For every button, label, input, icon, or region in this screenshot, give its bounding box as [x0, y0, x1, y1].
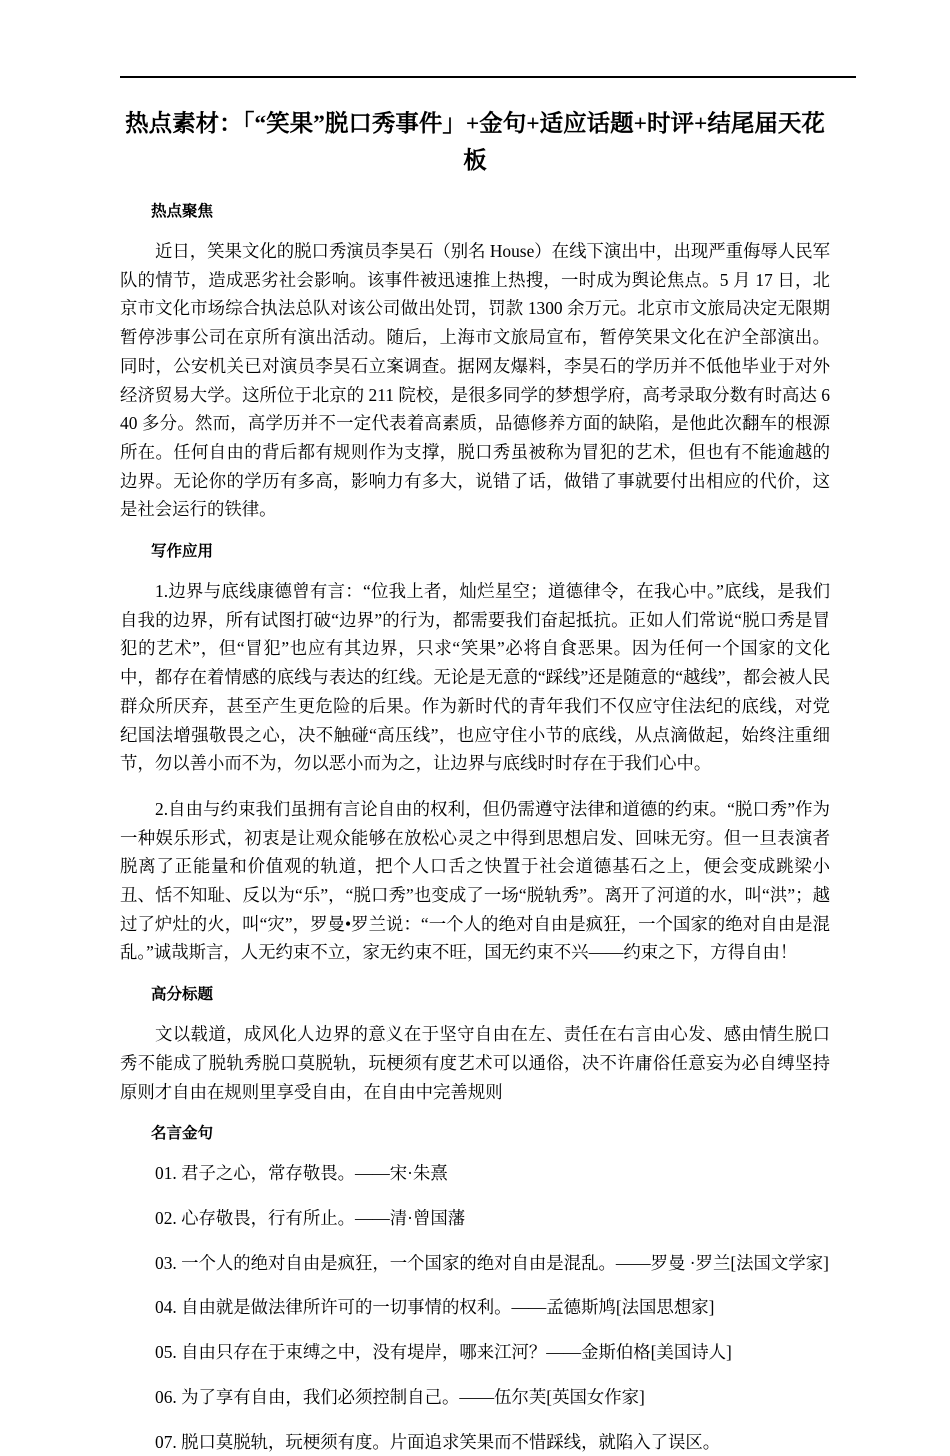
section-heading-hot-focus: 热点聚焦: [120, 201, 830, 223]
list-item: 05. 自由只存在于束缚之中，没有堤岸，哪来江河？——金斯伯格[美国诗人]: [120, 1338, 830, 1367]
spacer: [120, 1188, 830, 1204]
spacer: [120, 563, 830, 577]
list-item: 04. 自由就是做法律所许可的一切事情的权利。——孟德斯鸠[法国思想家]: [120, 1293, 830, 1322]
section-heading-writing-application: 写作应用: [120, 541, 830, 563]
spacer: [120, 1006, 830, 1020]
spacer: [120, 1106, 830, 1123]
spacer: [120, 180, 830, 201]
list-item: 06. 为了享有自由，我们必须控制自己。——伍尔芙[英国女作家]: [120, 1383, 830, 1412]
paragraph-high-score-titles: 文以载道，成风化人边界的意义在于坚守自由在左、责任在右言由心发、感由情生脱口秀不能成了脱轨秀脱口莫脱轨，玩梗须有度艺术可以通俗，决不许庸俗任意妄为必自缚坚持原则才自由在规则里享受自由，在自由中完善规则: [120, 1020, 830, 1106]
spacer: [120, 524, 830, 541]
spacer: [120, 1145, 830, 1159]
spacer: [120, 1367, 830, 1383]
spacer: [120, 1412, 830, 1428]
spacer: [120, 967, 830, 984]
list-item: 01. 君子之心，常存敬畏。——宋·朱熹: [120, 1159, 830, 1188]
spacer: [120, 1322, 830, 1338]
page-title: 热点素材：「“笑果”脱口秀事件」+金句+适应话题+时评+结尾届天花板: [120, 0, 830, 180]
spacer: [120, 778, 830, 795]
spacer: [120, 1277, 830, 1293]
list-item: 07. 脱口莫脱轨，玩梗须有度。片面追求笑果而不惜踩线，就陷入了误区。: [120, 1428, 830, 1456]
paragraph-writing-application-2: 2.自由与约束我们虽拥有言论自由的权利，但仍需遵守法律和道德的约束。“脱口秀”作为一种娱乐形式，初衷是让观众能够在放松心灵之中得到思想启发、回味无穷。但一旦表演者脱离了正能量和价值观的轨道，把个人口舌之快置于社会道德基石之上，便会变成跳梁小丑、恬不知耻、反以为“乐”，“脱口秀”也变成了一场“脱轨秀”。离开了河道的水，叫“洪”；越过了炉灶的火，叫“灾”，罗曼•罗兰说：“一个人的绝对自由是疯狂，一个国家的绝对自由是混乱。”诚哉斯言，人无约束不立，家无约束不旺，国无约束不兴——约束之下，方得自由！: [120, 795, 830, 967]
list-item: 02. 心存敬畏，行有所止。——清·曾国藩: [120, 1204, 830, 1233]
spacer: [120, 223, 830, 237]
paragraph-hot-focus: 近日，笑果文化的脱口秀演员李昊石（别名 House）在线下演出中，出现严重侮辱人民军队的情节，造成恶劣社会影响。该事件被迅速推上热搜，一时成为舆论焦点。5 月 17 日，北京市文化市场综合执法总队对该公司做出处罚，罚款 1300 余万元。北京市文旅局决定无限期暂停涉事公司在京所有演出活动。随后，上海市文旅局宣布，暂停笑果文化在沪全部演出。同时，公安机关已对演员李昊石立案调查。据网友爆料，李昊石的学历并不低他毕业于对外经济贸易大学。这所位于北京的 211 院校，是很多同学的梦想学府，高考录取分数有时高达 640 多分。然而，高学历并不一定代表着高素质，品德修养方面的缺陷，是他此次翻车的根源所在。任何自由的背后都有规则作为支撑，脱口秀虽被称为冒犯的艺术，但也有不能逾越的边界。无论你的学历有多高，影响力有多大，说错了话，做错了事就要付出相应的代价，这是社会运行的铁律。: [120, 237, 830, 524]
paragraph-writing-application-1: 1.边界与底线康德曾有言：“位我上者，灿烂星空；道德律令，在我心中。”底线，是我们自我的边界，所有试图打破“边界”的行为，都需要我们奋起抵抗。正如人们常说“脱口秀是冒犯的艺术”，但“冒犯”也应有其边界，只求“笑果”必将自食恶果。因为任何一个国家的文化中，都存在着情感的底线与表达的红线。无论是无意的“踩线”还是随意的“越线”，都会被人民群众所厌弃，甚至产生更危险的后果。作为新时代的青年我们不仅应守住法纪的底线，对党纪国法增强敬畏之心，决不触碰“高压线”，也应守住小节的底线，从点滴做起，始终注重细节，勿以善小而不为，勿以恶小而为之，让边界与底线时时存在于我们心中。: [120, 577, 830, 778]
section-heading-high-score-titles: 高分标题: [120, 984, 830, 1006]
document-body: [120, 0, 830, 1456]
section-heading-famous-quotes: 名言金句: [120, 1123, 830, 1145]
list-item: 03. 一个人的绝对自由是疯狂，一个国家的绝对自由是混乱。——罗曼 ·罗兰[法国文学家]: [120, 1249, 830, 1278]
spacer: [120, 1233, 830, 1249]
